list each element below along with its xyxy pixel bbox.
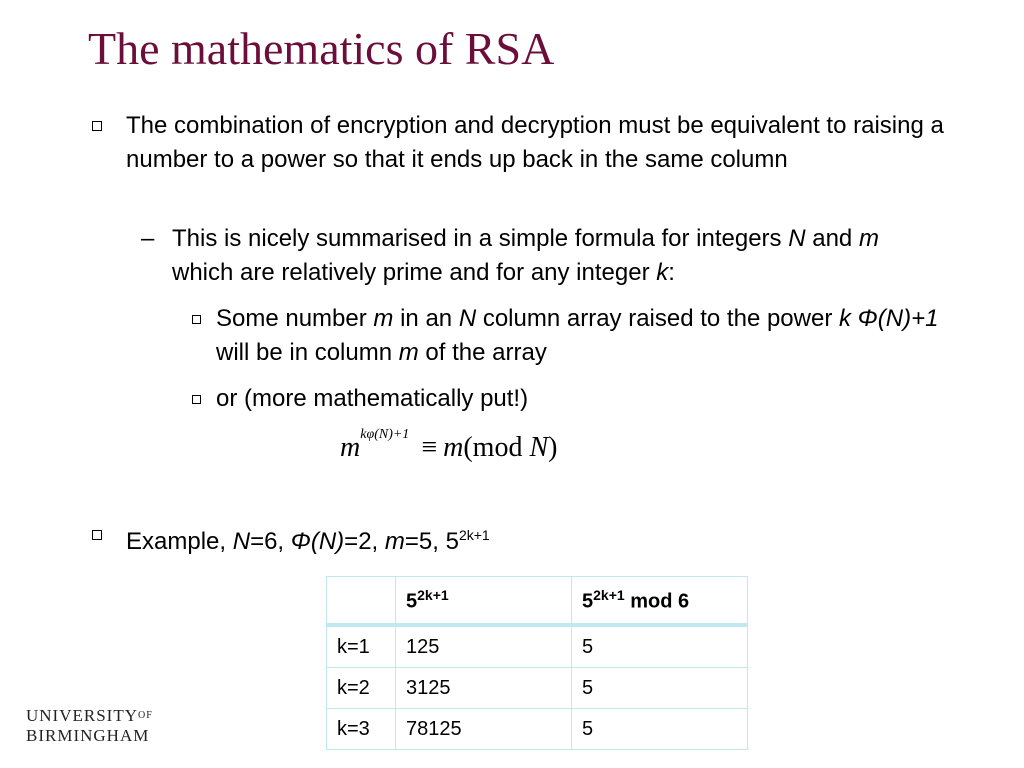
- l3a-text-4: will be in column: [216, 339, 393, 366]
- table-cell: k=3: [327, 709, 396, 750]
- example-m-val: =5,: [404, 528, 439, 555]
- power-expression: k Φ(N)+1: [839, 305, 939, 332]
- l3a-text-2: in an: [400, 305, 453, 332]
- university-logo: [26, 706, 153, 746]
- word-and: and: [812, 225, 853, 252]
- colon: :: [668, 259, 675, 286]
- table-row: [327, 668, 748, 709]
- table-cell: 5: [572, 625, 748, 668]
- logo-birmingham: BIRMINGHAM: [26, 726, 150, 745]
- var-m: m: [858, 225, 879, 252]
- table-cell: 125: [396, 625, 572, 668]
- bullet-1-text: The combination of encryption and decryption must be equivalent to raising a number to a power so that it ends up back in the same column: [126, 112, 944, 173]
- sub-bullet-text-a: This is nicely summarised in a simple formula for integers: [172, 225, 782, 252]
- logo-university: UNIVERSITY: [26, 706, 138, 725]
- var-N: N: [458, 305, 477, 332]
- l3a-text-1: Some number: [216, 305, 367, 332]
- header-base: 5: [406, 590, 418, 613]
- header-base: 5: [582, 590, 594, 613]
- header-exp: 2k+1: [593, 586, 625, 603]
- table-cell: 5: [572, 668, 748, 709]
- example-phi: Φ(N): [290, 528, 345, 555]
- table-row: [327, 625, 748, 668]
- table-header-cell: [327, 577, 396, 626]
- formula-base: m: [340, 432, 361, 463]
- level3-bullet-b: [216, 382, 528, 416]
- var-N: N: [788, 225, 806, 252]
- formula-close: ): [548, 432, 558, 463]
- table-header-row: [327, 577, 748, 626]
- table-row: [327, 709, 748, 750]
- formula-mod: (mod: [463, 432, 523, 463]
- bullet-1: [126, 109, 956, 177]
- sub-bullet-1: [172, 222, 942, 290]
- level3-bullet-a: [216, 302, 956, 370]
- logo-of: OF: [138, 710, 153, 721]
- table-cell: k=2: [327, 668, 396, 709]
- example-power-base: 5: [445, 528, 459, 555]
- table-cell: 78125: [396, 709, 572, 750]
- table-cell: k=1: [327, 625, 396, 668]
- table-cell: 3125: [396, 668, 572, 709]
- formula-rhs-m: m: [443, 432, 464, 463]
- example-phi-val: =2,: [344, 528, 379, 555]
- example-bullet: [126, 518, 490, 559]
- header-suffix: mod 6: [630, 590, 690, 613]
- sub-bullet-text-b: which are relatively prime and for any integer: [172, 259, 650, 286]
- bullet-square-icon: [92, 530, 102, 540]
- modular-formula: [340, 427, 558, 464]
- bullet-square-icon: [192, 395, 201, 404]
- var-k: k: [656, 259, 669, 286]
- bullet-square-icon: [92, 121, 102, 131]
- table-header-cell: [396, 577, 572, 626]
- formula-equiv: ≡: [421, 432, 438, 463]
- example-m: m: [384, 528, 405, 555]
- bullet-square-icon: [192, 315, 201, 324]
- dash-icon: –: [141, 225, 155, 252]
- header-exp: 2k+1: [417, 586, 449, 603]
- example-prefix: Example,: [126, 528, 227, 555]
- var-m: m: [398, 339, 419, 366]
- l3a-text-3: column array raised to the power: [482, 305, 833, 332]
- example-N-val: =6,: [250, 528, 285, 555]
- var-m: m: [373, 305, 394, 332]
- example-power-exp: 2k+1: [458, 527, 490, 543]
- powers-table: [326, 576, 748, 750]
- l3a-text-5: of the array: [425, 339, 547, 366]
- formula-exponent: kφ(N)+1: [360, 427, 410, 442]
- table-cell: 5: [572, 709, 748, 750]
- formula-rhs-N: N: [529, 432, 549, 463]
- slide-title: The mathematics of RSA: [88, 23, 555, 74]
- logo-line-1: [26, 706, 153, 726]
- l3b-text: or (more mathematically put!): [216, 385, 529, 412]
- table-header-cell: [572, 577, 748, 626]
- example-N: N: [232, 528, 251, 555]
